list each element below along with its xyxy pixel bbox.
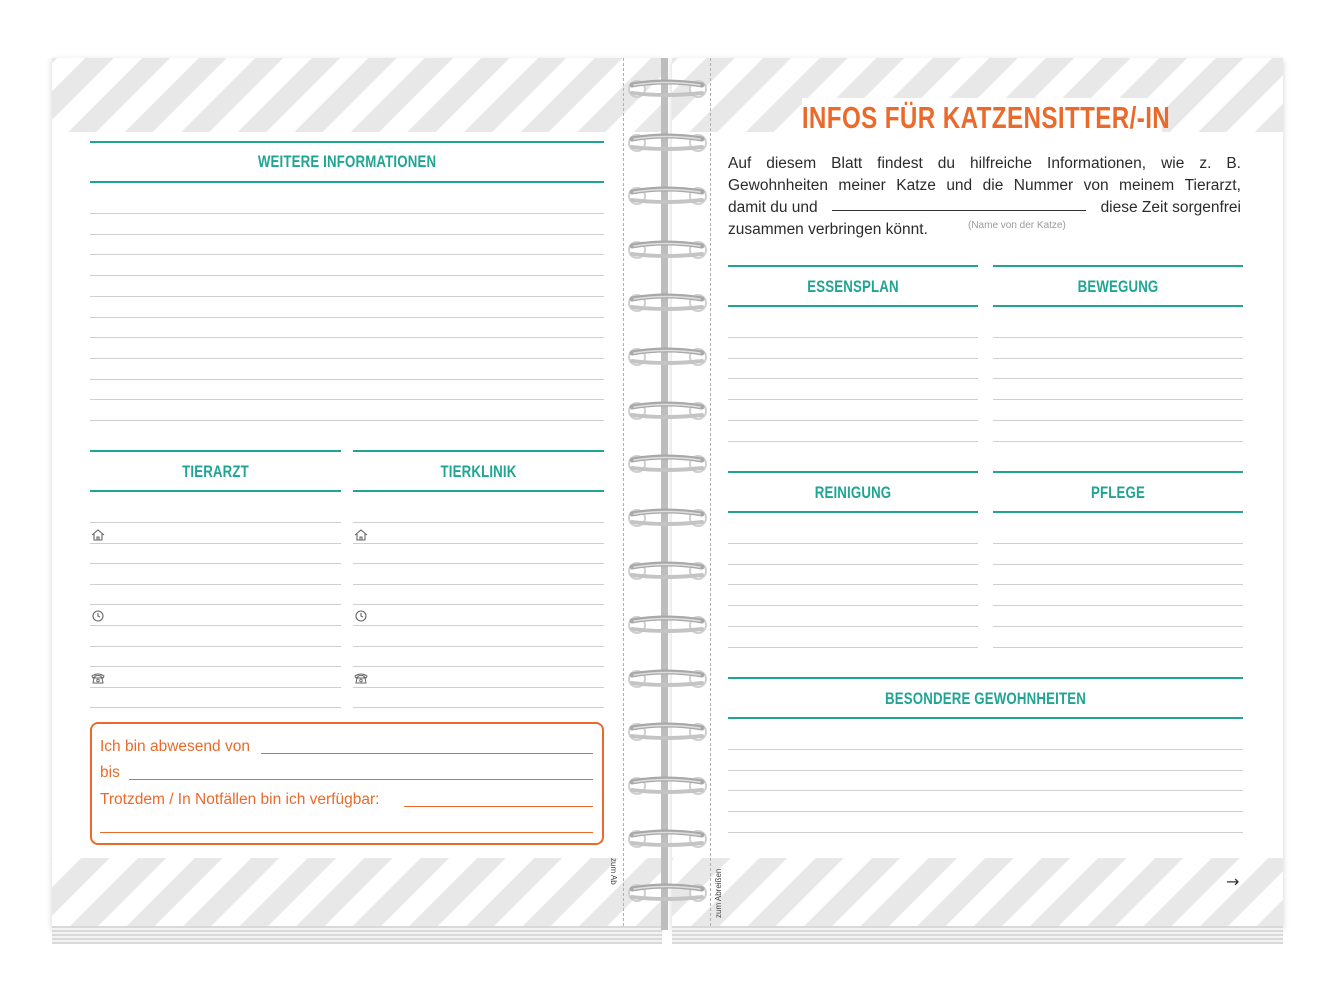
binding-ring bbox=[626, 880, 709, 906]
writing-line[interactable] bbox=[728, 337, 978, 338]
writing-line[interactable] bbox=[728, 420, 978, 421]
section-rule bbox=[728, 305, 978, 307]
binding-ring bbox=[626, 451, 709, 477]
writing-line[interactable] bbox=[728, 811, 1243, 812]
writing-line[interactable] bbox=[90, 687, 341, 688]
care-title: PFLEGE bbox=[1091, 483, 1145, 502]
binding-ring bbox=[626, 719, 709, 745]
bottom-stripe-pattern bbox=[52, 858, 662, 928]
absent-from-label: Ich bin abwesend von bbox=[100, 738, 250, 755]
intro-line-3-start: damit du und bbox=[728, 199, 818, 216]
cat-name-blank[interactable] bbox=[832, 197, 1086, 211]
writing-line[interactable] bbox=[90, 707, 341, 708]
clock-icon bbox=[354, 610, 368, 622]
section-rule bbox=[353, 490, 604, 492]
intro-word: die bbox=[982, 177, 1004, 194]
intro-word: Auf bbox=[728, 155, 752, 172]
intro-word: z. bbox=[1199, 155, 1212, 172]
writing-line[interactable] bbox=[728, 770, 1243, 771]
writing-line[interactable] bbox=[993, 564, 1243, 565]
writing-line[interactable] bbox=[353, 604, 604, 605]
until-line[interactable] bbox=[129, 779, 593, 780]
writing-line[interactable] bbox=[90, 296, 604, 297]
clock-icon bbox=[91, 610, 105, 622]
perforation-line-left bbox=[623, 58, 624, 926]
writing-line[interactable] bbox=[993, 358, 1243, 359]
writing-line[interactable] bbox=[993, 378, 1243, 379]
intro-word: du bbox=[937, 155, 956, 172]
writing-line[interactable] bbox=[90, 522, 341, 523]
intro-word: meiner bbox=[838, 177, 886, 194]
food-plan-title: ESSENSPLAN bbox=[807, 277, 899, 296]
binding-ring bbox=[626, 398, 709, 424]
intro-word: wie bbox=[1161, 155, 1185, 172]
right-page-edge bbox=[672, 926, 1283, 944]
writing-line[interactable] bbox=[353, 707, 604, 708]
writing-line[interactable] bbox=[728, 605, 978, 606]
writing-line[interactable] bbox=[993, 441, 1243, 442]
section-rule bbox=[728, 677, 1243, 679]
intro-word: findest bbox=[877, 155, 923, 172]
home-icon bbox=[91, 529, 105, 541]
writing-line[interactable] bbox=[728, 647, 978, 648]
intro-line-3-end: diese Zeit sorgenfrei bbox=[1100, 199, 1241, 216]
tear-off-label-left: zum Ab bbox=[609, 858, 618, 885]
writing-line[interactable] bbox=[90, 275, 604, 276]
writing-line[interactable] bbox=[90, 399, 604, 400]
binding-ring bbox=[626, 344, 709, 370]
writing-line[interactable] bbox=[728, 358, 978, 359]
next-page-arrow-icon: → bbox=[1226, 872, 1240, 891]
writing-line[interactable] bbox=[353, 522, 604, 523]
writing-line[interactable] bbox=[728, 749, 1243, 750]
intro-word: und bbox=[946, 177, 973, 194]
intro-word: Informationen, bbox=[1047, 155, 1147, 172]
intro-word: diesem bbox=[766, 155, 817, 172]
writing-line[interactable] bbox=[90, 625, 341, 626]
writing-line[interactable] bbox=[993, 605, 1243, 606]
emergency-label: Trotzdem / In Notfällen bin ich verfügbar: bbox=[100, 791, 380, 808]
writing-line[interactable] bbox=[90, 379, 604, 380]
binding-ring bbox=[626, 558, 709, 584]
section-rule bbox=[90, 181, 604, 183]
writing-line[interactable] bbox=[90, 254, 604, 255]
writing-line[interactable] bbox=[993, 543, 1243, 544]
section-rule bbox=[90, 141, 604, 143]
tear-off-label-right: zum Abreißen bbox=[714, 868, 723, 918]
home-icon bbox=[354, 529, 368, 541]
until-label: bis bbox=[100, 764, 120, 781]
section-rule bbox=[728, 471, 978, 473]
binding-ring bbox=[626, 826, 709, 852]
writing-line[interactable] bbox=[353, 584, 604, 585]
writing-line[interactable] bbox=[90, 234, 604, 235]
writing-line[interactable] bbox=[728, 378, 978, 379]
emergency-line[interactable] bbox=[404, 806, 593, 807]
section-rule bbox=[353, 450, 604, 452]
emergency-line-2[interactable] bbox=[100, 832, 593, 833]
binding-ring bbox=[626, 773, 709, 799]
binding-ring bbox=[626, 505, 709, 531]
phone-icon bbox=[91, 672, 105, 684]
writing-line[interactable] bbox=[353, 563, 604, 564]
section-rule bbox=[728, 511, 978, 513]
intro-word: B. bbox=[1226, 155, 1241, 172]
intro-word: Tierarzt, bbox=[1184, 177, 1241, 194]
binding-ring bbox=[626, 290, 709, 316]
intro-word: meinem bbox=[1119, 177, 1175, 194]
absent-from-line[interactable] bbox=[261, 753, 593, 754]
writing-line[interactable] bbox=[728, 584, 978, 585]
writing-line[interactable] bbox=[90, 543, 341, 544]
writing-line[interactable] bbox=[993, 399, 1243, 400]
exercise-title: BEWEGUNG bbox=[1077, 277, 1159, 296]
section-rule bbox=[90, 450, 341, 452]
writing-line[interactable] bbox=[90, 358, 604, 359]
binding-ring bbox=[626, 666, 709, 692]
section-rule bbox=[993, 471, 1243, 473]
writing-line[interactable] bbox=[90, 420, 604, 421]
binding-ring bbox=[626, 612, 709, 638]
clinic-title: TIERKLINIK bbox=[440, 462, 517, 481]
intro-word: Blatt bbox=[831, 155, 863, 172]
top-stripe-pattern bbox=[52, 58, 662, 132]
writing-line[interactable] bbox=[90, 584, 341, 585]
writing-line[interactable] bbox=[353, 666, 604, 667]
intro-line-2 bbox=[728, 175, 1241, 197]
writing-line[interactable] bbox=[728, 441, 978, 442]
writing-line[interactable] bbox=[993, 626, 1243, 627]
writing-line[interactable] bbox=[90, 317, 604, 318]
vet-title: TIERARZT bbox=[182, 462, 249, 481]
writing-line[interactable] bbox=[353, 625, 604, 626]
section-rule bbox=[993, 305, 1243, 307]
writing-line[interactable] bbox=[353, 646, 604, 647]
binding-ring bbox=[626, 76, 709, 102]
section-rule bbox=[728, 265, 978, 267]
binding-ring bbox=[626, 237, 709, 263]
writing-line[interactable] bbox=[90, 646, 341, 647]
writing-line[interactable] bbox=[728, 564, 978, 565]
writing-line[interactable] bbox=[993, 420, 1243, 421]
intro-word: von bbox=[1083, 177, 1109, 194]
writing-line[interactable] bbox=[728, 543, 978, 544]
writing-line[interactable] bbox=[353, 543, 604, 544]
writing-line[interactable] bbox=[353, 687, 604, 688]
left-page-edge bbox=[52, 926, 662, 944]
intro-word: Gewohnheiten bbox=[728, 177, 828, 194]
intro-line-4: zusammen verbringen könnt. bbox=[728, 221, 928, 238]
perforation-line-right bbox=[710, 58, 711, 926]
phone-icon bbox=[354, 672, 368, 684]
writing-line[interactable] bbox=[728, 399, 978, 400]
writing-line[interactable] bbox=[993, 337, 1243, 338]
section-rule bbox=[993, 265, 1243, 267]
writing-line[interactable] bbox=[728, 790, 1243, 791]
page-title: INFOS FÜR KATZENSITTER/-IN bbox=[801, 100, 1171, 135]
binding-ring bbox=[626, 183, 709, 209]
writing-line[interactable] bbox=[90, 337, 604, 338]
cat-name-caption: (Name von der Katze) bbox=[968, 220, 1066, 231]
writing-line[interactable] bbox=[993, 584, 1243, 585]
intro-line-1 bbox=[728, 153, 1241, 175]
cleaning-title: REINIGUNG bbox=[814, 483, 892, 502]
intro-line-3 bbox=[728, 197, 1241, 219]
writing-line[interactable] bbox=[90, 666, 341, 667]
bottom-stripe-pattern bbox=[672, 858, 1283, 928]
writing-line[interactable] bbox=[728, 626, 978, 627]
writing-line[interactable] bbox=[90, 213, 604, 214]
section-rule bbox=[90, 490, 341, 492]
section-rule bbox=[728, 717, 1243, 719]
binding-ring bbox=[626, 130, 709, 156]
intro-word: Nummer bbox=[1013, 177, 1074, 194]
intro-word: Katze bbox=[896, 177, 936, 194]
writing-line[interactable] bbox=[728, 832, 1243, 833]
intro-word: hilfreiche bbox=[970, 155, 1033, 172]
section-rule bbox=[993, 511, 1243, 513]
writing-line[interactable] bbox=[993, 647, 1243, 648]
writing-line[interactable] bbox=[90, 604, 341, 605]
writing-line[interactable] bbox=[90, 563, 341, 564]
further-info-title: WEITERE INFORMATIONEN bbox=[257, 152, 437, 171]
habits-title: BESONDERE GEWOHNHEITEN bbox=[885, 689, 1086, 708]
